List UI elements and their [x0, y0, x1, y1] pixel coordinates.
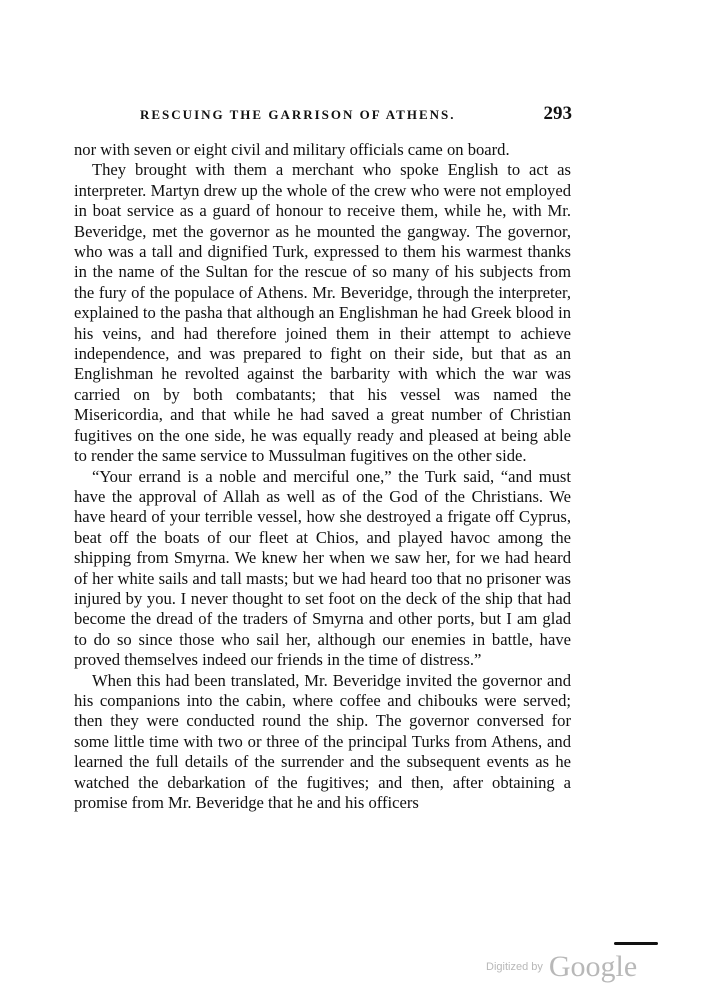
bottom-rule: [614, 942, 658, 945]
paragraph-continuation: nor with seven or eight civil and military officials came on board.: [74, 140, 510, 159]
running-head: RESCUING THE GARRISON OF ATHENS.: [140, 107, 456, 122]
body-text: [74, 140, 571, 813]
page-header: [140, 103, 572, 127]
google-watermark: [486, 950, 638, 983]
paragraph-merchant-interpreter: They brought with them a merchant who spoke English to act as interpreter. Martyn drew up the whole of the crew who were not employed in boat service as a guard of honour to receive them, while he, with Mr. Beveridge, met the governor as he mounted the gangway. The governor, who was a tall and dignified Turk, expressed to them his warmest thanks in the name of the Sultan for the rescue of so many of his subjects from the fury of the populace of Athens. Mr. Beveridge, through the interpreter, explained to the pasha that although an Englishman he had Greek blood in his veins, and had therefore joined them in their attempt to achieve independence, and was prepared to fight on their side, but that as an Englishman he revolted against the barbarity with which the war was carried on by both combatants; that his vessel was named the Misericordia, and that while he had saved a great number of Christian fugitives on the one side, he was equally ready and pleased at being able to render the same service to Mussulman fugitives on the other side.: [74, 160, 571, 466]
paragraph-turk-speech: “Your errand is a noble and merciful one,” the Turk said, “and must have the approval of Allah as well as of the God of the Christians. We have heard of your terrible vessel, how she destroyed a frigate off Cyprus, beat off the boats of our fleet at Chios, and played havoc among the shipping from Smyrna. We knew her when we saw her, for we had heard of her white sails and tall masts; but we had heard too that no prisoner was injured by you. I never thought to set foot on the deck of the ship that had become the dread of the traders of Smyrna and other ports, but I am glad to do so since those who sail her, although our enemies in battle, have proved themselves indeed our friends in the time of distress.”: [74, 466, 571, 670]
paragraph-governor-visit: When this had been translated, Mr. Beveridge invited the governor and his companions into the cabin, where coffee and chibouks were served; then they were conducted round the ship. The governor conversed for some little time with two or three of the principal Turks from Athens, and learned the full details of the surrender and the subsequent events as he watched the debarkation of the fugitives; and then, after obtaining a promise from Mr. Beveridge that he and his officers: [74, 670, 571, 812]
watermark-brand: Google: [548, 950, 638, 983]
page-number: 293: [543, 103, 572, 124]
watermark-prefix: Digitized by: [486, 961, 543, 973]
